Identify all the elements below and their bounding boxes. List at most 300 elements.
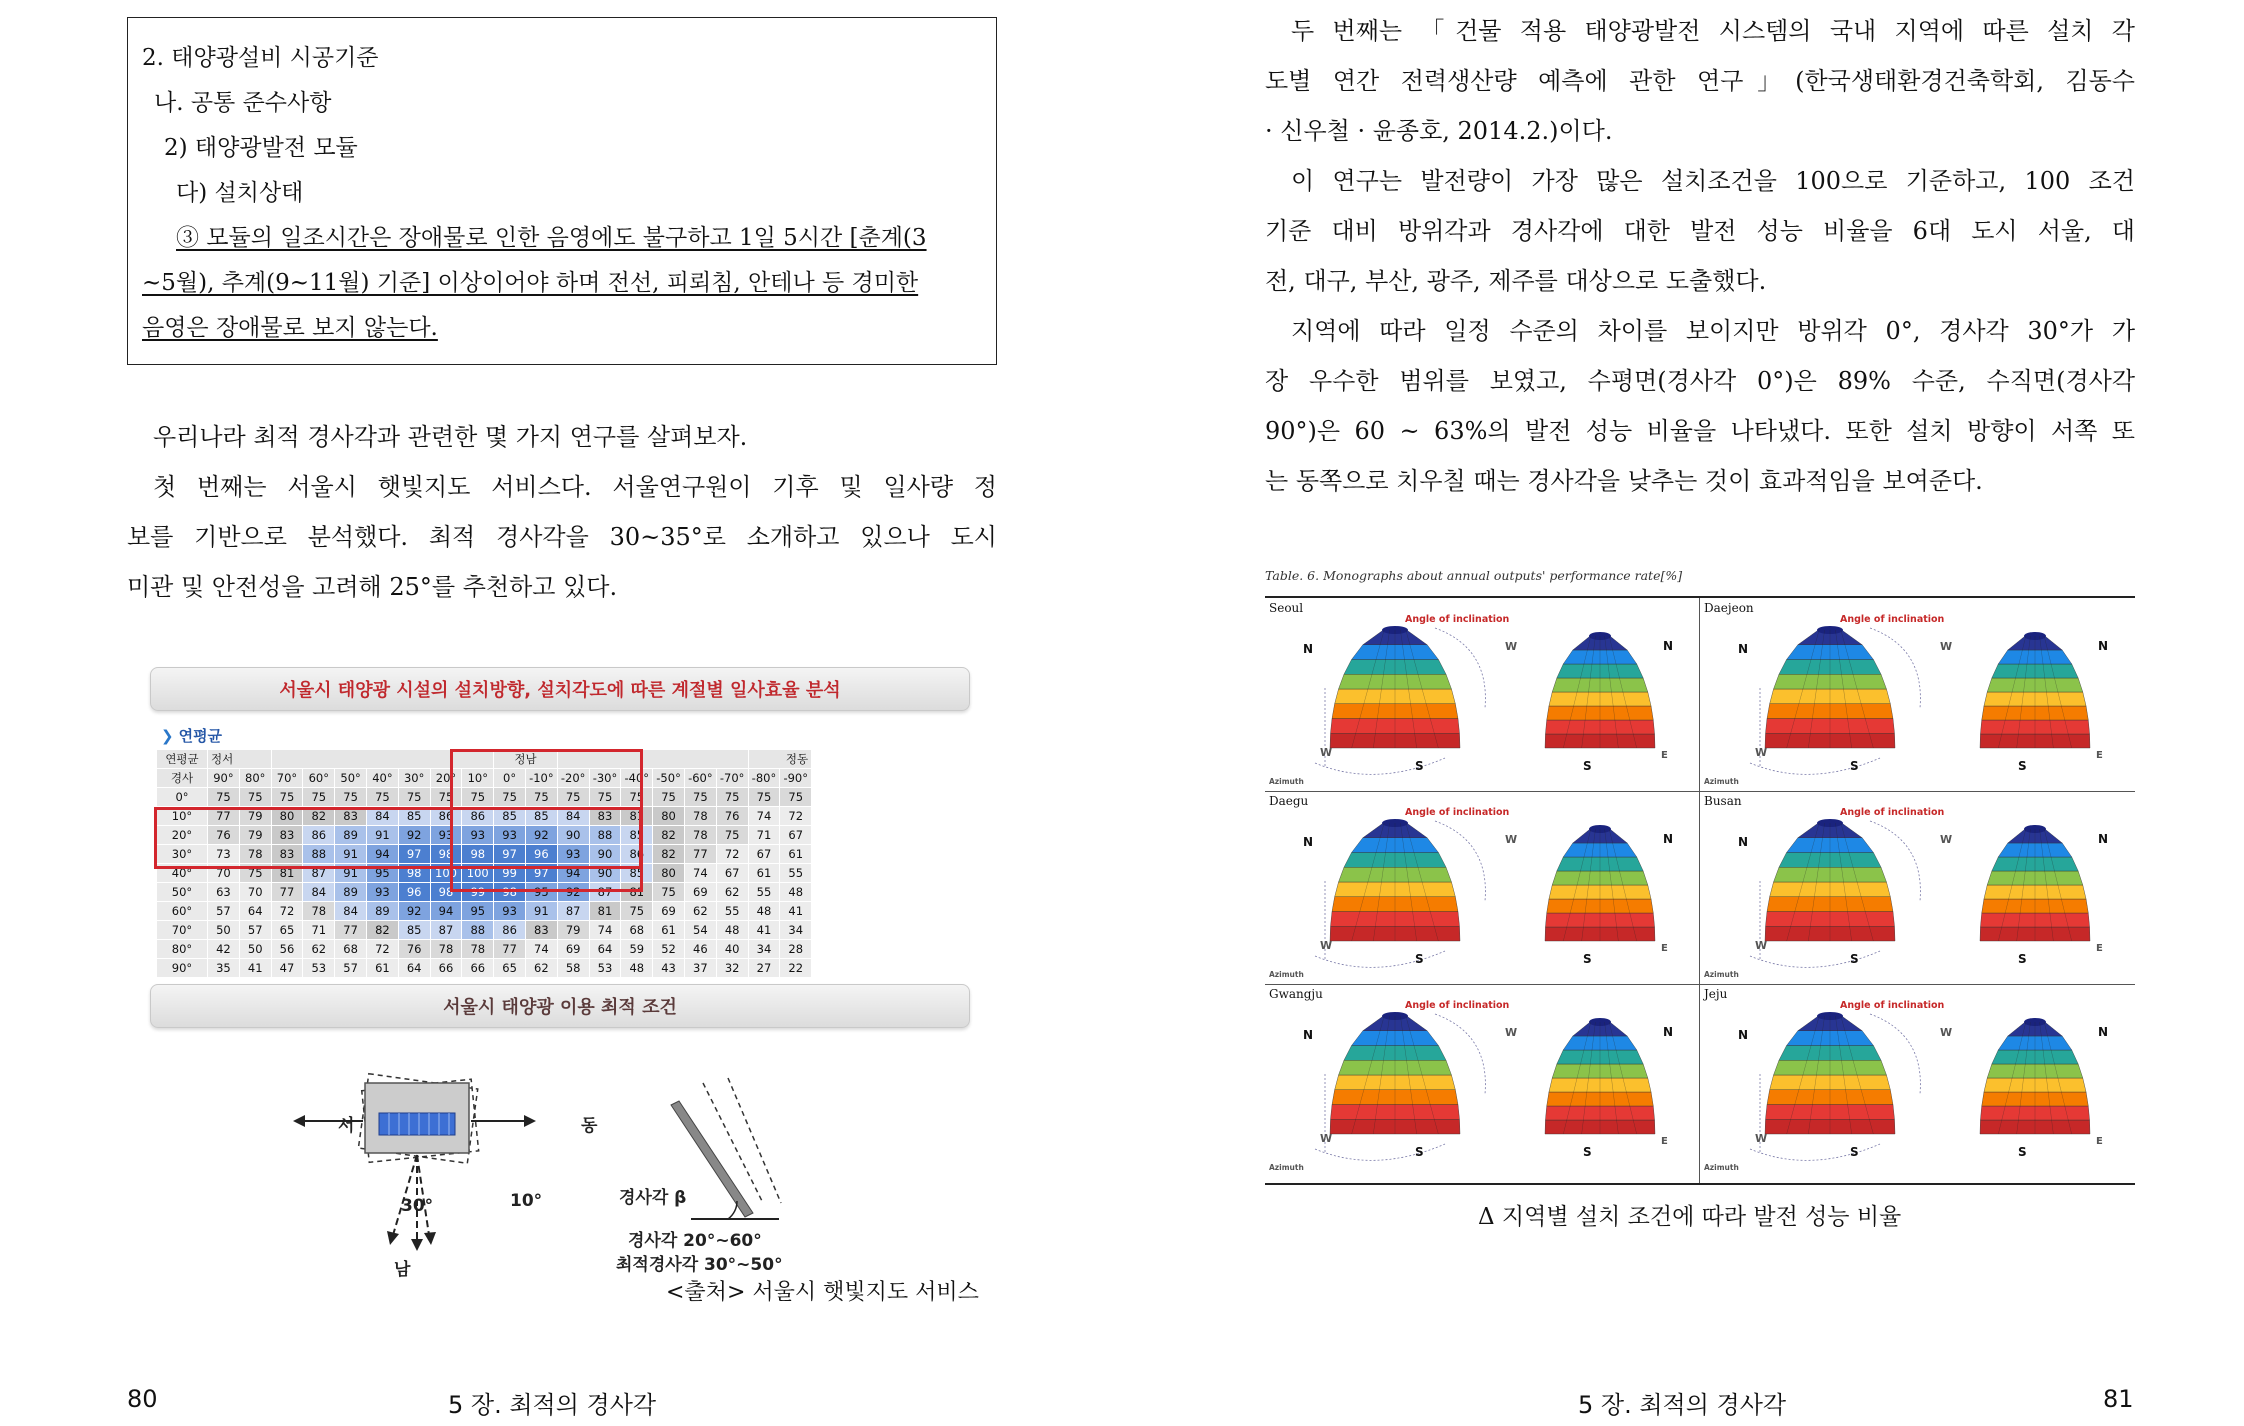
efficiency-cell: 75: [494, 788, 526, 807]
efficiency-cell: 35: [208, 959, 240, 978]
south-label: S: [1850, 1145, 1859, 1159]
dome-chart-svg: [1265, 984, 1700, 1177]
paragraph-line: · 신우철 · 윤종호, 2014.2.)이다.: [1265, 117, 1613, 145]
efficiency-cell: 83: [271, 826, 303, 845]
east-label: E: [1661, 1136, 1668, 1147]
azimuth-header: -50°: [653, 769, 685, 788]
efficiency-cell: 78: [303, 902, 335, 921]
efficiency-cell: 72: [716, 845, 748, 864]
efficiency-cell: 50: [239, 940, 271, 959]
south-label: S: [1850, 759, 1859, 773]
efficiency-cell: 88: [462, 921, 494, 940]
efficiency-cell: 27: [748, 959, 780, 978]
efficiency-cell: 83: [525, 921, 557, 940]
efficiency-cell: 48: [780, 883, 812, 902]
efficiency-cell: 75: [684, 788, 716, 807]
city-name: Daejeon: [1704, 601, 1754, 615]
dome-chart: [1980, 825, 2090, 941]
efficiency-cell: 77: [494, 940, 526, 959]
efficiency-cell: 91: [366, 826, 398, 845]
efficiency-cell: 83: [335, 807, 367, 826]
efficiency-cell: 72: [780, 807, 812, 826]
table-row: [157, 845, 812, 864]
inclination-label: Angle of inclination: [1840, 807, 1945, 818]
efficiency-cell: 82: [653, 826, 685, 845]
efficiency-cell: 72: [271, 902, 303, 921]
efficiency-cell: 81: [271, 864, 303, 883]
south-label: S: [1850, 952, 1859, 966]
azimuth-header: 10°: [462, 769, 494, 788]
efficiency-cell: 88: [589, 826, 621, 845]
efficiency-cell: 75: [748, 788, 780, 807]
tilt-header: 30°: [157, 845, 208, 864]
efficiency-cell: 98: [430, 883, 462, 902]
efficiency-cell: 97: [525, 864, 557, 883]
efficiency-cell: 34: [780, 921, 812, 940]
efficiency-cell: 96: [398, 883, 430, 902]
efficiency-cell: 75: [430, 788, 462, 807]
efficiency-cell: 75: [621, 788, 653, 807]
efficiency-cell: 90: [589, 845, 621, 864]
quote-line: 다) 설치상태: [176, 180, 304, 206]
inclination-label: Angle of inclination: [1840, 614, 1945, 625]
efficiency-cell: 89: [335, 883, 367, 902]
south-label: 남: [394, 1260, 411, 1280]
efficiency-cell: 84: [557, 807, 589, 826]
south-label: S: [2018, 952, 2027, 966]
azimuth-header: 60°: [303, 769, 335, 788]
tilt-header: 10°: [157, 807, 208, 826]
quote-line: 음영은 장애물로 보지 않는다.: [142, 315, 438, 341]
efficiency-cell: 75: [653, 883, 685, 902]
efficiency-cell: 77: [208, 807, 240, 826]
paragraph-line: 90°)은 60 ~ 63%의 발전 성능 비율을 나타냈다. 또한 설치 방향이 서쪽 또: [1265, 417, 2135, 445]
efficiency-cell: 78: [430, 940, 462, 959]
city-name: Seoul: [1269, 601, 1304, 615]
west-label: W: [1940, 1026, 1953, 1039]
efficiency-cell: 46: [684, 940, 716, 959]
tilt-header: 70°: [157, 921, 208, 940]
efficiency-cell: 75: [621, 902, 653, 921]
efficiency-cell: 41: [239, 959, 271, 978]
body-text: [127, 412, 997, 612]
efficiency-cell: 90: [557, 826, 589, 845]
north-label: N: [1303, 642, 1314, 656]
east-label: E: [1661, 943, 1668, 954]
efficiency-cell: 87: [557, 902, 589, 921]
efficiency-cell: 76: [208, 826, 240, 845]
efficiency-cell: 58: [557, 959, 589, 978]
paragraph-line: 이 연구는 발전량이 가장 많은 설치조건을 100으로 기준하고, 100 조건: [1291, 167, 2135, 195]
dome-chart-svg: [1700, 791, 2135, 984]
efficiency-cell: 84: [303, 883, 335, 902]
efficiency-cell: 86: [494, 921, 526, 940]
table-corner: 경사: [157, 769, 208, 788]
azimuth-header: -70°: [716, 769, 748, 788]
efficiency-cell: 85: [621, 864, 653, 883]
paragraph-line: 미관 및 안전성을 고려해 25°를 추천하고 있다.: [127, 573, 618, 601]
efficiency-cell: 65: [494, 959, 526, 978]
west-label: W: [1505, 1026, 1518, 1039]
right-body-text: [1265, 6, 2135, 506]
city-dome-panel: [1700, 791, 2135, 984]
efficiency-cell: 98: [494, 883, 526, 902]
efficiency-cell: 43: [653, 959, 685, 978]
azimuth-header: -80°: [748, 769, 780, 788]
efficiency-cell: 98: [398, 864, 430, 883]
quote-line: 2) 태양광발전 모듈: [164, 135, 358, 161]
dome-chart-svg: [1700, 598, 2135, 791]
south-label: S: [1583, 952, 1592, 966]
tilt-label: 경사각 β: [619, 1188, 687, 1208]
efficiency-cell: 75: [462, 788, 494, 807]
efficiency-cell: 67: [716, 864, 748, 883]
figure-source: <출처> 서울시 햇빛지도 서비스: [666, 1280, 979, 1305]
azimuth-label: Azimuth: [1269, 970, 1304, 979]
efficiency-cell: 64: [398, 959, 430, 978]
paragraph-line: 장 우수한 범위를 보였고, 수평면(경사각 0°)은 89% 수준, 수직면(경사각: [1265, 367, 2135, 395]
efficiency-cell: 55: [748, 883, 780, 902]
city-name: Jeju: [1704, 987, 1728, 1001]
efficiency-cell: 92: [398, 902, 430, 921]
angle-10-label: 10°: [510, 1191, 543, 1211]
efficiency-cell: 89: [335, 826, 367, 845]
azimuth-header: 70°: [271, 769, 303, 788]
efficiency-cell: 48: [748, 902, 780, 921]
north-label: N: [2098, 639, 2109, 653]
solar-panel: [379, 1113, 455, 1135]
azimuth-header: 20°: [430, 769, 462, 788]
dome-chart: [1545, 825, 1655, 941]
efficiency-cell: 62: [303, 940, 335, 959]
azimuth-label: Azimuth: [1269, 1163, 1304, 1172]
north-label: N: [2098, 832, 2109, 846]
efficiency-cell: 76: [398, 940, 430, 959]
efficiency-cell: 50: [208, 921, 240, 940]
efficiency-cell: 32: [716, 959, 748, 978]
efficiency-cell: 68: [335, 940, 367, 959]
chapter-footer: 5 장. 최적의 경사각: [1578, 1391, 1787, 1419]
efficiency-cell: 95: [525, 883, 557, 902]
efficiency-cell: 55: [780, 864, 812, 883]
efficiency-cell: 78: [684, 807, 716, 826]
city-dome-panel: [1700, 598, 2135, 791]
azimuth-header: -40°: [621, 769, 653, 788]
optimal-condition-diagram: [143, 1063, 975, 1280]
efficiency-cell: 85: [494, 807, 526, 826]
efficiency-cell: 79: [239, 807, 271, 826]
efficiency-cell: 91: [335, 845, 367, 864]
dome-chart: [1765, 819, 1895, 941]
dome-chart: [1980, 1018, 2090, 1134]
efficiency-cell: 28: [780, 940, 812, 959]
azimuth-label: Azimuth: [1269, 777, 1304, 786]
efficiency-cell: 82: [366, 921, 398, 940]
efficiency-cell: 98: [462, 845, 494, 864]
quote-line: 나. 공통 준수사항: [154, 90, 332, 116]
efficiency-cell: 69: [684, 883, 716, 902]
efficiency-cell: 75: [653, 788, 685, 807]
angle-30-label: 30°: [401, 1196, 434, 1216]
efficiency-cell: 93: [430, 826, 462, 845]
efficiency-cell: 75: [208, 788, 240, 807]
efficiency-cell: 86: [621, 845, 653, 864]
subheading-label: 연평균: [178, 727, 223, 745]
efficiency-cell: 70: [208, 864, 240, 883]
azimuth-label: Azimuth: [1704, 970, 1739, 979]
efficiency-cell: 57: [208, 902, 240, 921]
north-label: N: [1303, 835, 1314, 849]
east-label: E: [1661, 750, 1668, 761]
efficiency-cell: 48: [621, 959, 653, 978]
tilt-header: 50°: [157, 883, 208, 902]
efficiency-cell: 66: [462, 959, 494, 978]
chapter-footer: 5 장. 최적의 경사각: [448, 1391, 657, 1419]
efficiency-cell: 65: [271, 921, 303, 940]
efficiency-cell: 48: [716, 921, 748, 940]
efficiency-cell: 70: [239, 883, 271, 902]
efficiency-cell: 78: [239, 845, 271, 864]
efficiency-cell: 77: [684, 845, 716, 864]
page-number: 80: [127, 1385, 158, 1413]
efficiency-cell: 34: [748, 940, 780, 959]
efficiency-cell: 74: [748, 807, 780, 826]
quote-line: ~5월), 추계(9~11월) 기준] 이상이어야 하며 전선, 피뢰침, 안테나 등 경미한: [142, 270, 919, 296]
efficiency-cell: 75: [303, 788, 335, 807]
efficiency-cell: 75: [525, 788, 557, 807]
efficiency-cell: 89: [366, 902, 398, 921]
table-row: [157, 902, 812, 921]
efficiency-cell: 62: [716, 883, 748, 902]
north-label: N: [1663, 1025, 1674, 1039]
efficiency-cell: 66: [430, 959, 462, 978]
south-label: S: [1415, 1145, 1424, 1159]
east-label: E: [2096, 943, 2103, 954]
efficiency-cell: 75: [239, 788, 271, 807]
city-dome-panel: [1265, 791, 1700, 984]
azimuth-header: -10°: [525, 769, 557, 788]
efficiency-cell: 64: [589, 940, 621, 959]
figure-title: Table. 6. Monographs about annual outputs' performance rate[%]: [1265, 568, 1683, 583]
dome-chart: [1980, 632, 2090, 748]
efficiency-cell: 75: [335, 788, 367, 807]
city-name: Daegu: [1269, 794, 1309, 808]
north-label: N: [2098, 1025, 2109, 1039]
efficiency-cell: 37: [684, 959, 716, 978]
azimuth-header: 40°: [366, 769, 398, 788]
paragraph-line: 도별 연간 전력생산량 예측에 관한 연구」(한국생태환경건축학회, 김동수: [1265, 67, 2135, 95]
efficiency-cell: 75: [239, 864, 271, 883]
efficiency-cell: 71: [303, 921, 335, 940]
south-label: S: [2018, 1145, 2027, 1159]
subheading: [161, 725, 222, 746]
table-row: [157, 959, 812, 978]
efficiency-cell: 84: [335, 902, 367, 921]
north-label: N: [1663, 832, 1674, 846]
seoul-sunlight-figure: [143, 663, 975, 1280]
efficiency-cell: 52: [653, 940, 685, 959]
efficiency-cell: 93: [462, 826, 494, 845]
efficiency-cell: 61: [780, 845, 812, 864]
paragraph-line: 전, 대구, 부산, 광주, 제주를 대상으로 도출했다.: [1265, 267, 1767, 295]
efficiency-cell: 75: [398, 788, 430, 807]
efficiency-cell: 93: [494, 902, 526, 921]
table-row: [157, 826, 812, 845]
efficiency-cell: 81: [589, 902, 621, 921]
west-label: W: [1320, 939, 1333, 952]
north-label: N: [1663, 639, 1674, 653]
efficiency-cell: 80: [653, 864, 685, 883]
efficiency-cell: 40: [716, 940, 748, 959]
azimuth-label: Azimuth: [1704, 1163, 1739, 1172]
efficiency-cell: 94: [557, 864, 589, 883]
efficiency-cell: 87: [589, 883, 621, 902]
east-label: 동: [581, 1116, 598, 1136]
standard-quote-box: [127, 17, 997, 365]
city-dome-panel: [1265, 598, 1700, 791]
table-row: [157, 788, 812, 807]
orientation-diagram: [143, 1063, 975, 1263]
efficiency-cell: 68: [621, 921, 653, 940]
efficiency-cell: 78: [684, 826, 716, 845]
dome-chart: [1330, 626, 1460, 748]
west-label: W: [1755, 939, 1768, 952]
table-row: [157, 807, 812, 826]
south-header: 정남: [494, 750, 558, 769]
efficiency-cell: 69: [557, 940, 589, 959]
efficiency-cell: 75: [557, 788, 589, 807]
west-label: W: [1320, 746, 1333, 759]
efficiency-cell: 80: [271, 807, 303, 826]
efficiency-cell: 81: [621, 807, 653, 826]
figure-caption: Δ 지역별 설치 조건에 따라 발전 성능 비율: [1478, 1204, 1902, 1230]
azimuth-label: Azimuth: [1704, 777, 1739, 786]
dome-chart: [1545, 632, 1655, 748]
west-label: W: [1755, 746, 1768, 759]
inclination-label: Angle of inclination: [1405, 614, 1510, 625]
efficiency-cell: 77: [335, 921, 367, 940]
efficiency-table: [156, 749, 812, 978]
dome-chart: [1765, 626, 1895, 748]
efficiency-cell: 86: [303, 826, 335, 845]
dome-chart: [1330, 819, 1460, 941]
dome-chart-svg: [1265, 598, 1700, 791]
figure-banner: 서울시 태양광 시설의 설치방향, 설치각도에 따른 계절별 일사효율 분석: [150, 667, 970, 711]
efficiency-cell: 92: [557, 883, 589, 902]
east-label: E: [2096, 1136, 2103, 1147]
efficiency-cell: 77: [271, 883, 303, 902]
efficiency-cell: 93: [557, 845, 589, 864]
tilt-header: 80°: [157, 940, 208, 959]
efficiency-cell: 86: [462, 807, 494, 826]
efficiency-cell: 82: [303, 807, 335, 826]
azimuth-header: 90°: [208, 769, 240, 788]
azimuth-header: 0°: [494, 769, 526, 788]
efficiency-cell: 59: [621, 940, 653, 959]
dome-chart: [1330, 1012, 1460, 1134]
west-label: W: [1320, 1132, 1333, 1145]
efficiency-cell: 63: [208, 883, 240, 902]
efficiency-cell: 55: [716, 902, 748, 921]
efficiency-cell: 86: [430, 807, 462, 826]
south-label: S: [1583, 759, 1592, 773]
efficiency-cell: 98: [430, 845, 462, 864]
efficiency-cell: 93: [366, 883, 398, 902]
efficiency-cell: 80: [653, 807, 685, 826]
tilt-header: 0°: [157, 788, 208, 807]
inclination-label: Angle of inclination: [1405, 807, 1510, 818]
west-label: W: [1755, 1132, 1768, 1145]
efficiency-cell: 67: [780, 826, 812, 845]
azimuth-header: -20°: [557, 769, 589, 788]
efficiency-cell: 53: [589, 959, 621, 978]
efficiency-cell: 83: [589, 807, 621, 826]
dome-chart-svg: [1700, 984, 2135, 1177]
city-name: Busan: [1704, 794, 1742, 808]
efficiency-cell: 85: [398, 807, 430, 826]
south-label: S: [1583, 1145, 1592, 1159]
table-row: [157, 883, 812, 902]
azimuth-header: 80°: [239, 769, 271, 788]
efficiency-cell: 67: [748, 845, 780, 864]
efficiency-cell: 74: [684, 864, 716, 883]
chevron-right-icon: ❯: [161, 727, 174, 745]
efficiency-cell: 74: [525, 940, 557, 959]
efficiency-cell: 41: [748, 921, 780, 940]
efficiency-cell: 100: [462, 864, 494, 883]
efficiency-cell: 100: [430, 864, 462, 883]
south-label: S: [1415, 952, 1424, 966]
efficiency-cell: 76: [716, 807, 748, 826]
efficiency-cell: 22: [780, 959, 812, 978]
north-label: N: [1738, 1028, 1749, 1042]
table-corner: 연평균: [157, 750, 208, 769]
efficiency-cell: 99: [494, 864, 526, 883]
efficiency-cell: 75: [366, 788, 398, 807]
tilt-optimal: 최적경사각 30°~50°: [616, 1255, 783, 1275]
efficiency-cell: 81: [621, 883, 653, 902]
paragraph-line: 는 동쪽으로 치우칠 때는 경사각을 낮추는 것이 효과적임을 보여준다.: [1265, 467, 1983, 495]
dome-chart: [1765, 1012, 1895, 1134]
figure-banner: 서울시 태양광 이용 최적 조건: [150, 984, 970, 1028]
north-label: N: [1738, 835, 1749, 849]
tilt-header: 40°: [157, 864, 208, 883]
efficiency-cell: 85: [525, 807, 557, 826]
west-header: 정서: [208, 750, 272, 769]
east-label: E: [2096, 750, 2103, 761]
efficiency-cell: 69: [653, 902, 685, 921]
efficiency-cell: 75: [271, 788, 303, 807]
dome-chart: [1545, 1018, 1655, 1134]
dome-chart-svg: [1265, 791, 1700, 984]
paragraph-line: 지역에 따라 일정 수준의 차이를 보이지만 방위각 0°, 경사각 30°가 가: [1291, 317, 2135, 345]
efficiency-cell: 72: [366, 940, 398, 959]
north-label: N: [1303, 1028, 1314, 1042]
efficiency-cell: 82: [653, 845, 685, 864]
efficiency-cell: 62: [684, 902, 716, 921]
efficiency-cell: 74: [589, 921, 621, 940]
efficiency-cell: 94: [430, 902, 462, 921]
efficiency-cell: 61: [366, 959, 398, 978]
efficiency-cell: 61: [748, 864, 780, 883]
efficiency-cell: 75: [589, 788, 621, 807]
efficiency-cell: 57: [239, 921, 271, 940]
paragraph-line: 두 번째는 「건물 적용 태양광발전 시스템의 국내 지역에 따른 설치 각: [1291, 17, 2135, 45]
efficiency-cell: 75: [716, 788, 748, 807]
azimuth-header: 50°: [335, 769, 367, 788]
city-dome-panel: [1700, 984, 2135, 1177]
azimuth-header: -90°: [780, 769, 812, 788]
